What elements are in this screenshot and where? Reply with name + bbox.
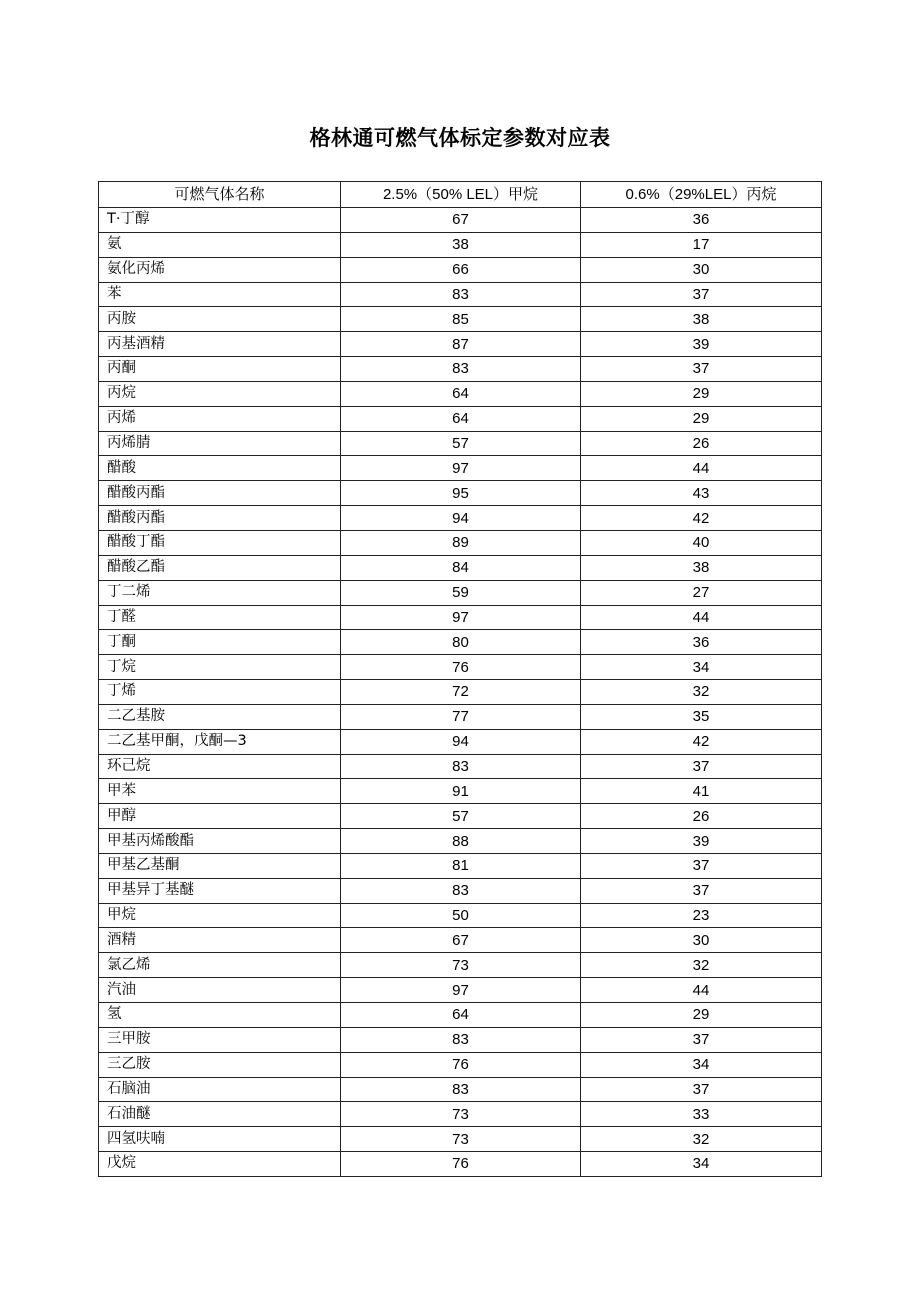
propane-value-cell: 37 [581, 853, 822, 878]
methane-value-cell: 83 [341, 878, 581, 903]
gas-name-cell: 石油醚 [99, 1102, 341, 1127]
methane-value-cell: 59 [341, 580, 581, 605]
propane-value-cell: 42 [581, 506, 822, 531]
table-row [99, 1003, 822, 1028]
methane-value-cell: 76 [341, 1052, 581, 1077]
propane-value-cell: 29 [581, 381, 822, 406]
gas-name-cell: 丙胺 [99, 307, 341, 332]
propane-value-cell: 26 [581, 431, 822, 456]
gas-name-cell: 醋酸丙酯 [99, 481, 341, 506]
gas-name-cell: 醋酸丁酯 [99, 530, 341, 555]
table-row [99, 580, 822, 605]
gas-name-cell: 甲基丙烯酸酯 [99, 829, 341, 854]
propane-value-cell: 34 [581, 1052, 822, 1077]
gas-name-cell: 甲基异丁基醚 [99, 878, 341, 903]
table-row [99, 208, 822, 233]
table-row [99, 1027, 822, 1052]
gas-name-cell: 甲醇 [99, 804, 341, 829]
document-title: 格林通可燃气体标定参数对应表 [309, 126, 611, 150]
gas-name-cell: 二乙基胺 [99, 704, 341, 729]
gas-name-cell: 氨化丙烯 [99, 257, 341, 282]
propane-value-cell: 39 [581, 829, 822, 854]
table-row [99, 357, 822, 382]
methane-value-cell: 38 [341, 232, 581, 257]
methane-value-cell: 73 [341, 953, 581, 978]
methane-value-cell: 77 [341, 704, 581, 729]
methane-value-cell: 91 [341, 779, 581, 804]
header-gas-name: 可燃气体名称 [99, 182, 341, 208]
table-row [99, 754, 822, 779]
gas-name-cell: 丙烯 [99, 406, 341, 431]
propane-value-cell: 32 [581, 680, 822, 705]
table-row [99, 655, 822, 680]
methane-value-cell: 89 [341, 530, 581, 555]
gas-name-cell: 二乙基甲酮，戊酮—3 [99, 729, 341, 754]
table-row [99, 878, 822, 903]
methane-value-cell: 83 [341, 1077, 581, 1102]
methane-value-cell: 83 [341, 754, 581, 779]
gas-name-cell: 丁酮 [99, 630, 341, 655]
propane-value-cell: 43 [581, 481, 822, 506]
methane-value-cell: 94 [341, 729, 581, 754]
table-row [99, 704, 822, 729]
methane-value-cell: 57 [341, 804, 581, 829]
propane-value-cell: 34 [581, 655, 822, 680]
methane-value-cell: 95 [341, 481, 581, 506]
methane-value-cell: 97 [341, 978, 581, 1003]
gas-name-cell: 醋酸丙酯 [99, 506, 341, 531]
gas-name-cell: 石脑油 [99, 1077, 341, 1102]
propane-value-cell: 37 [581, 282, 822, 307]
table-row [99, 729, 822, 754]
table-row [99, 829, 822, 854]
methane-value-cell: 50 [341, 903, 581, 928]
gas-name-cell: 丙基酒精 [99, 332, 341, 357]
propane-value-cell: 27 [581, 580, 822, 605]
propane-value-cell: 44 [581, 978, 822, 1003]
table-row [99, 381, 822, 406]
gas-name-cell: 甲烷 [99, 903, 341, 928]
gas-name-cell: 丁二烯 [99, 580, 341, 605]
propane-value-cell: 23 [581, 903, 822, 928]
propane-value-cell: 38 [581, 307, 822, 332]
propane-value-cell: 37 [581, 357, 822, 382]
table-row [99, 1052, 822, 1077]
propane-value-cell: 30 [581, 257, 822, 282]
propane-value-cell: 17 [581, 232, 822, 257]
propane-value-cell: 41 [581, 779, 822, 804]
methane-value-cell: 80 [341, 630, 581, 655]
propane-value-cell: 37 [581, 878, 822, 903]
table-row [99, 903, 822, 928]
propane-value-cell: 38 [581, 555, 822, 580]
propane-value-cell: 26 [581, 804, 822, 829]
table-row [99, 1077, 822, 1102]
table-row [99, 853, 822, 878]
gas-name-cell: 四氢呋喃 [99, 1127, 341, 1152]
gas-name-cell: 氨 [99, 232, 341, 257]
propane-value-cell: 36 [581, 630, 822, 655]
table-row [99, 332, 822, 357]
gas-name-cell: 丁烷 [99, 655, 341, 680]
table-row [99, 1127, 822, 1152]
propane-value-cell: 40 [581, 530, 822, 555]
gas-name-cell: 酒精 [99, 928, 341, 953]
propane-value-cell: 30 [581, 928, 822, 953]
gas-name-cell: 环己烷 [99, 754, 341, 779]
table-row [99, 1102, 822, 1127]
header-propane: 0.6%（29%LEL）丙烷 [581, 182, 822, 208]
table-header-row [99, 182, 822, 208]
propane-value-cell: 37 [581, 754, 822, 779]
methane-value-cell: 97 [341, 456, 581, 481]
methane-value-cell: 57 [341, 431, 581, 456]
methane-value-cell: 73 [341, 1127, 581, 1152]
methane-value-cell: 67 [341, 928, 581, 953]
methane-value-cell: 83 [341, 357, 581, 382]
propane-value-cell: 32 [581, 953, 822, 978]
table-row [99, 431, 822, 456]
methane-value-cell: 76 [341, 655, 581, 680]
table-row [99, 1152, 822, 1177]
gas-name-cell: 甲苯 [99, 779, 341, 804]
table-row [99, 978, 822, 1003]
table-row [99, 605, 822, 630]
methane-value-cell: 64 [341, 406, 581, 431]
table-row [99, 232, 822, 257]
propane-value-cell: 29 [581, 406, 822, 431]
table-row [99, 680, 822, 705]
table-row [99, 953, 822, 978]
methane-value-cell: 73 [341, 1102, 581, 1127]
propane-value-cell: 42 [581, 729, 822, 754]
methane-value-cell: 72 [341, 680, 581, 705]
gas-name-cell: 丁烯 [99, 680, 341, 705]
gas-name-cell: 苯 [99, 282, 341, 307]
table-row [99, 257, 822, 282]
methane-value-cell: 64 [341, 381, 581, 406]
gas-name-cell: 丙烷 [99, 381, 341, 406]
propane-value-cell: 29 [581, 1003, 822, 1028]
gas-name-cell: T·丁醇 [99, 208, 341, 233]
methane-value-cell: 94 [341, 506, 581, 531]
methane-value-cell: 84 [341, 555, 581, 580]
table-row [99, 307, 822, 332]
gas-name-cell: 甲基乙基酮 [99, 853, 341, 878]
methane-value-cell: 81 [341, 853, 581, 878]
methane-value-cell: 76 [341, 1152, 581, 1177]
propane-value-cell: 35 [581, 704, 822, 729]
propane-value-cell: 34 [581, 1152, 822, 1177]
table-row [99, 456, 822, 481]
propane-value-cell: 33 [581, 1102, 822, 1127]
gas-name-cell: 三甲胺 [99, 1027, 341, 1052]
methane-value-cell: 88 [341, 829, 581, 854]
propane-value-cell: 44 [581, 456, 822, 481]
propane-value-cell: 44 [581, 605, 822, 630]
propane-value-cell: 32 [581, 1127, 822, 1152]
gas-name-cell: 醋酸 [99, 456, 341, 481]
header-methane: 2.5%（50% LEL）甲烷 [341, 182, 581, 208]
methane-value-cell: 64 [341, 1003, 581, 1028]
propane-value-cell: 39 [581, 332, 822, 357]
table-row [99, 406, 822, 431]
gas-name-cell: 丙烯腈 [99, 431, 341, 456]
methane-value-cell: 87 [341, 332, 581, 357]
gas-name-cell: 氢 [99, 1003, 341, 1028]
gas-name-cell: 丙酮 [99, 357, 341, 382]
methane-value-cell: 85 [341, 307, 581, 332]
table-row [99, 928, 822, 953]
table-row [99, 282, 822, 307]
methane-value-cell: 67 [341, 208, 581, 233]
table-row [99, 779, 822, 804]
methane-value-cell: 83 [341, 282, 581, 307]
gas-name-cell: 丁醛 [99, 605, 341, 630]
gas-name-cell: 汽油 [99, 978, 341, 1003]
calibration-table [98, 181, 822, 1177]
propane-value-cell: 36 [581, 208, 822, 233]
methane-value-cell: 83 [341, 1027, 581, 1052]
table-row [99, 630, 822, 655]
table-row [99, 481, 822, 506]
table-row [99, 555, 822, 580]
table-row [99, 506, 822, 531]
gas-name-cell: 氯乙烯 [99, 953, 341, 978]
propane-value-cell: 37 [581, 1027, 822, 1052]
table-row [99, 530, 822, 555]
gas-name-cell: 醋酸乙酯 [99, 555, 341, 580]
propane-value-cell: 37 [581, 1077, 822, 1102]
gas-name-cell: 三乙胺 [99, 1052, 341, 1077]
table-row [99, 804, 822, 829]
gas-name-cell: 戊烷 [99, 1152, 341, 1177]
methane-value-cell: 97 [341, 605, 581, 630]
methane-value-cell: 66 [341, 257, 581, 282]
